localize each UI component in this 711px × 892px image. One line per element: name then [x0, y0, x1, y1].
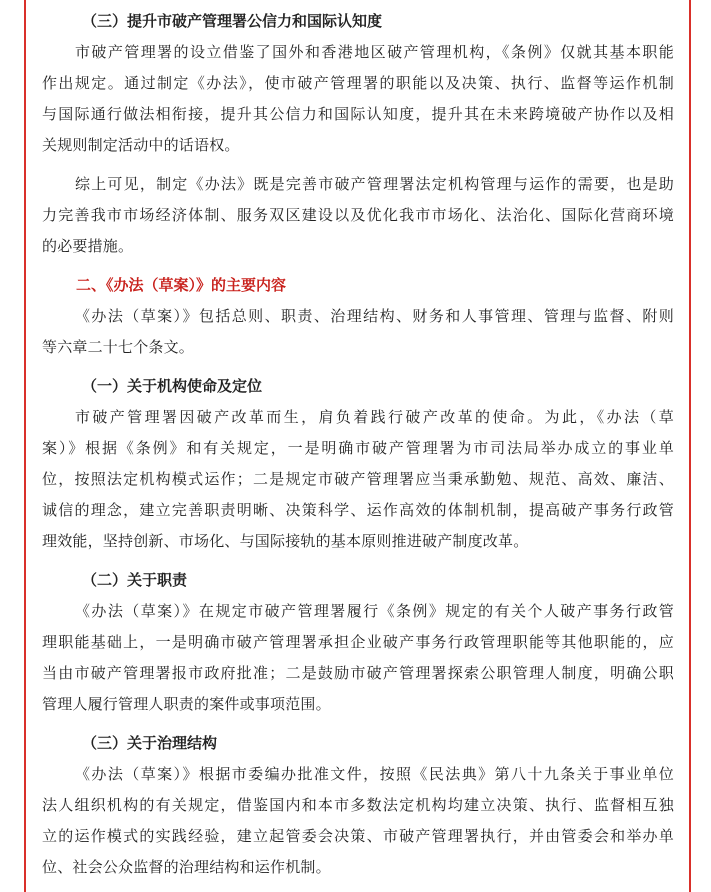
subsection-heading: （二）关于职责 — [82, 571, 188, 589]
subsection-heading: （一）关于机构使命及定位 — [82, 377, 263, 395]
subsection-heading: （三）提升市破产管理署公信力和国际认知度 — [82, 12, 383, 30]
paragraph-line: 市破产管理署因破产改革而生，肩负着践行破产改革的使命。为此，《办法（草 — [75, 408, 674, 426]
paragraph-line: 综上可见，制定《办法》既是完善市破产管理署法定机构管理与运作的需要，也是助 — [75, 175, 674, 193]
paragraph-line: 与国际通行做法相衔接，提升其公信力和国际认知度，提升其在未来跨境破产协作以及相 — [42, 105, 674, 123]
paragraph — [42, 402, 674, 557]
paragraph-line: 管理人履行管理人职责的案件或事项范围。 — [42, 695, 331, 713]
paragraph-line: 立的运作模式的实践经验，建立起管委会决策、市破产管理署执行，并由管委会和举办单 — [42, 827, 674, 845]
paragraph-line: 《办法（草案）》在规定市破产管理署履行《条例》规定的有关个人破产事务行政管 — [75, 602, 674, 620]
paragraph-line: 《办法（草案）》包括总则、职责、治理结构、财务和人事管理、管理与监督、附则 — [75, 307, 674, 325]
document-body — [42, 6, 674, 891]
paragraph-line: 位，按照法定机构模式运作；二是规定市破产管理署应当秉承勤勉、规范、高效、廉洁、 — [42, 470, 674, 488]
paragraph — [42, 596, 674, 720]
paragraph-line: 作出规定。通过制定《办法》，使市破产管理署的职能以及决策、执行、监督等运作机制 — [42, 74, 674, 92]
paragraph-line: 力完善我市市场经济体制、服务双区建设以及优化我市市场化、法治化、国际化营商环境 — [42, 206, 674, 224]
paragraph-line: 诚信的理念，建立完善职责明晰、决策科学、运作高效的体制机制，提高破产事务行政管 — [42, 501, 674, 519]
paragraph-line: 法人组织机构的有关规定，借鉴国内和本市多数法定机构均建立决策、执行、监督相互独 — [42, 796, 674, 814]
paragraph — [42, 759, 674, 883]
paragraph-line: 理效能，坚持创新、市场化、与国际接轨的基本原则推进破产制度改革。 — [42, 532, 529, 550]
paragraph — [42, 169, 674, 262]
paragraph — [42, 301, 674, 363]
paragraph-line: 案）》根据《条例》和有关规定，一是明确市破产管理署为市司法局举办成立的事业单 — [42, 439, 674, 457]
paragraph-line: 当由市破产管理署报市政府批准；二是鼓励市破产管理署探索公职管理人制度，明确公职 — [42, 664, 674, 682]
paragraph-line: 市破产管理署的设立借鉴了国外和香港地区破产管理机构，《条例》仅就其基本职能 — [75, 43, 674, 61]
paragraph-line: 位、社会公众监督的治理结构和运作机制。 — [42, 858, 331, 876]
paragraph-line: 《办法（草案）》根据市委编办批准文件，按照《民法典》第八十九条关于事业单位 — [75, 765, 674, 783]
paragraph-line: 等六章二十七个条文。 — [42, 338, 195, 356]
paragraph-line: 关规则制定活动中的话语权。 — [42, 136, 240, 154]
section-heading: 二、《办法（草案）》的主要内容 — [76, 276, 287, 294]
subsection-heading: （三）关于治理结构 — [82, 734, 218, 752]
paragraph-line: 理职能基础上，一是明确市破产管理署承担企业破产事务行政管理职能等其他职能的，应 — [42, 633, 674, 651]
paragraph-line: 的必要措施。 — [42, 237, 134, 255]
paragraph — [42, 37, 674, 161]
